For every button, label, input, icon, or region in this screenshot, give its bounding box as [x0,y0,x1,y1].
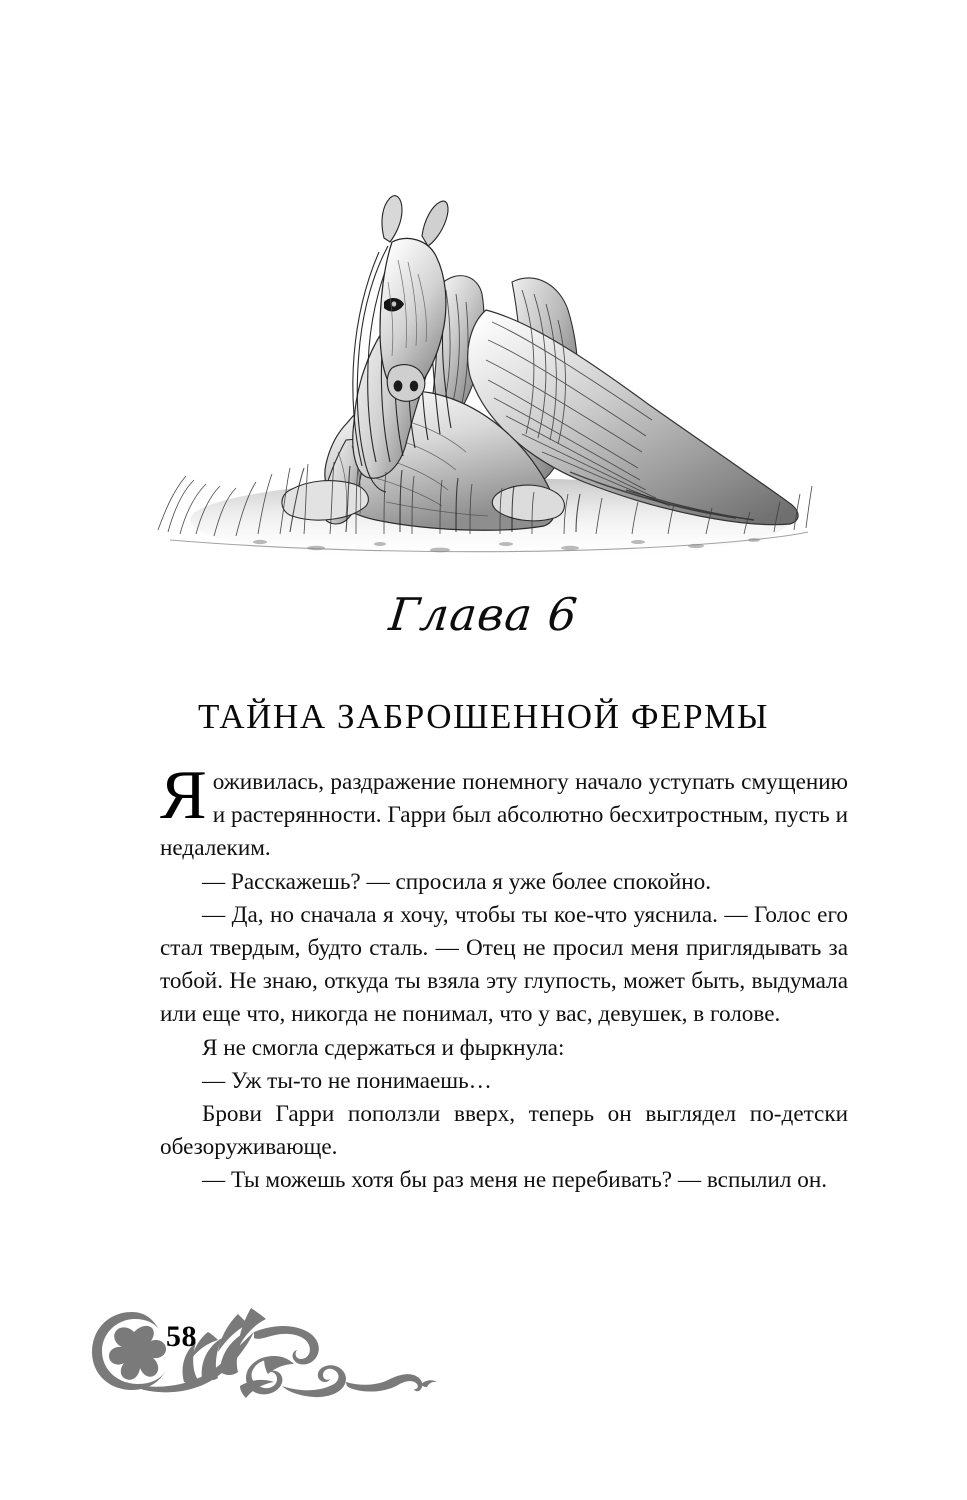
paragraph-4: Я не смогла сдержаться и фыркнула: [202,1034,565,1061]
chapter-illustration [140,190,820,570]
paragraph-7: — Ты можешь хотя бы раз меня не перебивать? — вспылил он. [202,1167,828,1194]
paragraph-1 [160,757,848,866]
paragraph-2: — Расскажешь? — спросила я уже более спокойно. [202,868,712,895]
floral-scroll-ornament-icon [92,1308,437,1398]
page-number: 58 [166,1320,197,1353]
footer-ornament [88,1286,468,1406]
paragraph-3: — Да, но сначала я хочу, чтобы ты кое-что уяснила. — Голос его стал твердым, будто сталь. — Отец не просил меня приглядывать за тобой. Не знаю, откуда ты взяла эту глупость, может быть, выдумала или еще что, никогда не понимал, что у вас, девушек, в голове. [160,901,848,1028]
chapter-title: ТАЙНА ЗАБРОШЕННОЙ ФЕРМЫ [197,697,770,737]
body-text [160,757,848,1198]
paragraph-6: Брови Гарри поползли вверх, теперь он выглядел по-детски обезоруживающе. [160,1101,848,1161]
paragraph-5: — Уж ты-то не понимаешь… [202,1067,492,1094]
drop-cap: Я [160,757,207,834]
chapter-number: Глава 6 [386,588,581,641]
paragraph-1-text: оживилась, раздражение понемногу начало уступать смущению и растерянности. Гарри был абсолютно бесхитростным, пусть и недалеким. [160,769,848,862]
